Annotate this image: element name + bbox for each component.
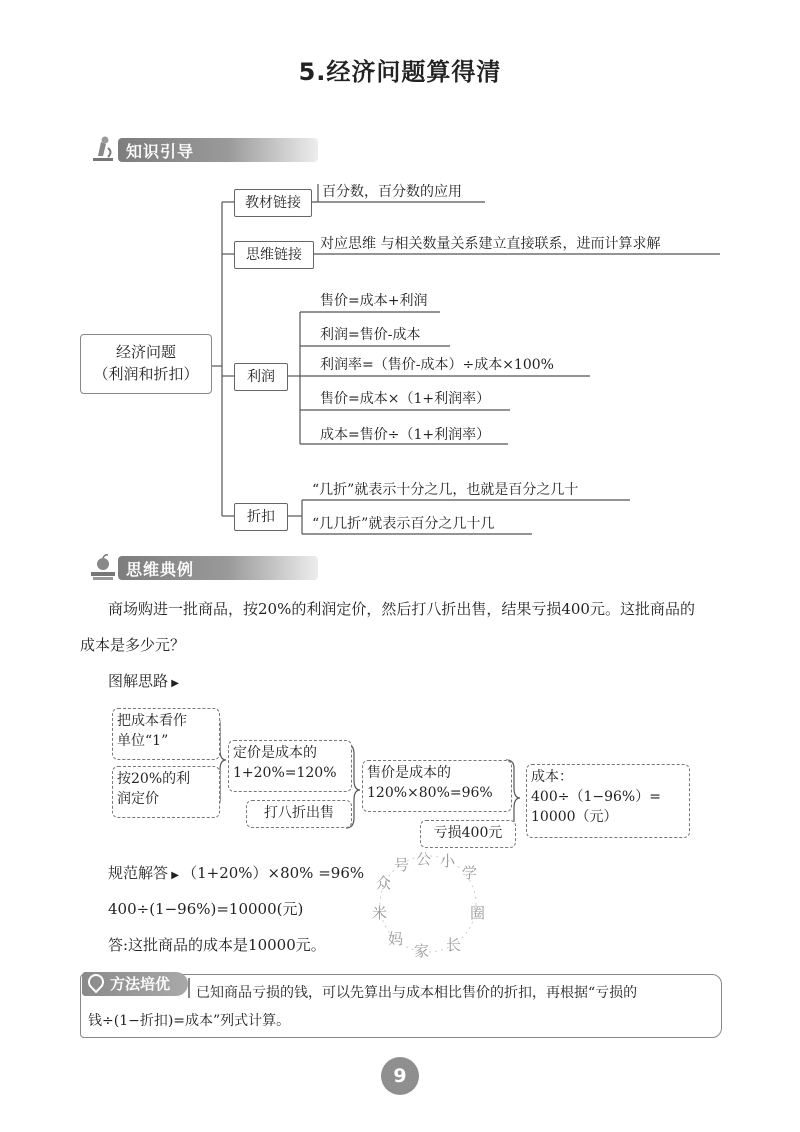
page-number: 9 [381,1057,419,1095]
diagram-box-pricing [112,766,220,818]
diagram-box-loss: 亏损400元 [420,820,516,848]
diagram-box-unit [112,708,220,760]
leaf-discount-2: “几几折”就表示百分之几十几 [312,516,495,532]
solution-formula-1: （1+20%）×80% =96% [182,864,365,882]
leaf-thinking: 对应思维 与相关数量关系建立直接联系，进而计算求解 [320,236,661,252]
method-line-1: 已知商品亏损的钱，可以先算出与成本相比售价的折扣，再根据“亏损的 [196,985,638,1001]
triangle-right-icon: ▶ [168,678,179,689]
diagram-box-unit-line2: 单位“1” [117,733,169,749]
diagram-box-cost-line2: 400÷（1−96%）= [531,789,661,805]
diagram-box-sale-price [362,760,512,812]
location-pin-icon [85,971,108,994]
diagram-box-list-price-line2: 1+20%=120% [233,765,337,781]
leaf-profit-formula-2: 利润=售价-成本 [320,327,421,343]
branch-thinking-link: 思维链接 [234,241,314,269]
svg-text:妈: 妈 [388,930,404,948]
branch-profit: 利润 [234,363,288,391]
diagram-box-sale-price-line2: 120%×80%=96% [367,785,493,801]
svg-text:众: 众 [376,874,392,892]
leaf-profit-formula-5: 成本=售价÷（1+利润率） [320,427,491,443]
leaf-profit-formula-3: 利润率=（售价-成本）÷成本×100% [320,357,554,373]
diagram-box-sale-price-line1: 售价是成本的 [367,765,451,781]
diagram-box-pricing-line2: 润定价 [117,791,159,807]
diagram-label-text: 图解思路 [108,672,169,690]
svg-text:圈: 圈 [470,904,486,922]
section-label: 知识引导 [126,142,195,161]
section-label: 思维典例 [126,560,195,579]
page-title: 5.经济问题算得清 [298,58,502,86]
solution-label: 规范解答 [108,864,169,882]
mindmap-root-line2: （利润和折扣） [93,365,199,383]
method-tag-label: 方法培优 [110,975,171,993]
branch-textbook-link: 教材链接 [234,189,312,217]
leaf-textbook: 百分数，百分数的应用 [322,184,462,200]
answer-line: 答:这批商品的成本是10000元。 [108,936,326,954]
svg-text:家: 家 [414,942,430,960]
diagram-box-list-price-line1: 定价是成本的 [233,745,317,761]
method-tag [82,972,188,996]
stamp-ring [366,852,496,962]
branch-discount: 折扣 [234,503,288,531]
mindmap-root-line1: 经济问题 [115,343,176,361]
leaf-profit-formula-4: 售价=成本×（1+利润率） [320,391,491,407]
triangle-right-icon: ▶ [168,870,183,881]
circular-stamp-watermark [366,852,496,962]
solution-line-2: 400÷(1−96%)=10000(元) [108,900,304,918]
diagram-box-pricing-line1: 按20%的利 [117,771,191,787]
svg-text:号: 号 [394,856,410,874]
method-divider [188,978,190,998]
diagram-box-unit-line1: 把成本看作 [117,713,187,729]
diagram-box-list-price [228,740,352,792]
solution-line-1 [108,862,364,887]
problem-line-1: 商场购进一批商品，按20%的利润定价，然后打八折出售，结果亏损400元。这批商品的 [108,600,695,618]
svg-text:学: 学 [462,864,478,882]
method-line-2: 钱÷(1−折扣)=成本”列式计算。 [88,1013,291,1029]
problem-line-2: 成本是多少元？ [80,636,186,654]
svg-text:小: 小 [440,852,456,870]
diagram-box-cost-line3: 10000（元） [531,809,618,825]
leaf-discount-1: “几折”就表示十分之几，也就是百分之几十 [312,482,579,498]
leaf-profit-formula-1: 售价=成本+利润 [320,293,428,309]
diagram-box-discount: 打八折出售 [246,800,352,828]
diagram-box-cost-line1: 成本： [531,769,573,785]
diagram-box-cost [526,764,690,838]
svg-text:公: 公 [416,852,432,868]
svg-text:长: 长 [446,936,462,954]
svg-text:米: 米 [372,904,388,922]
